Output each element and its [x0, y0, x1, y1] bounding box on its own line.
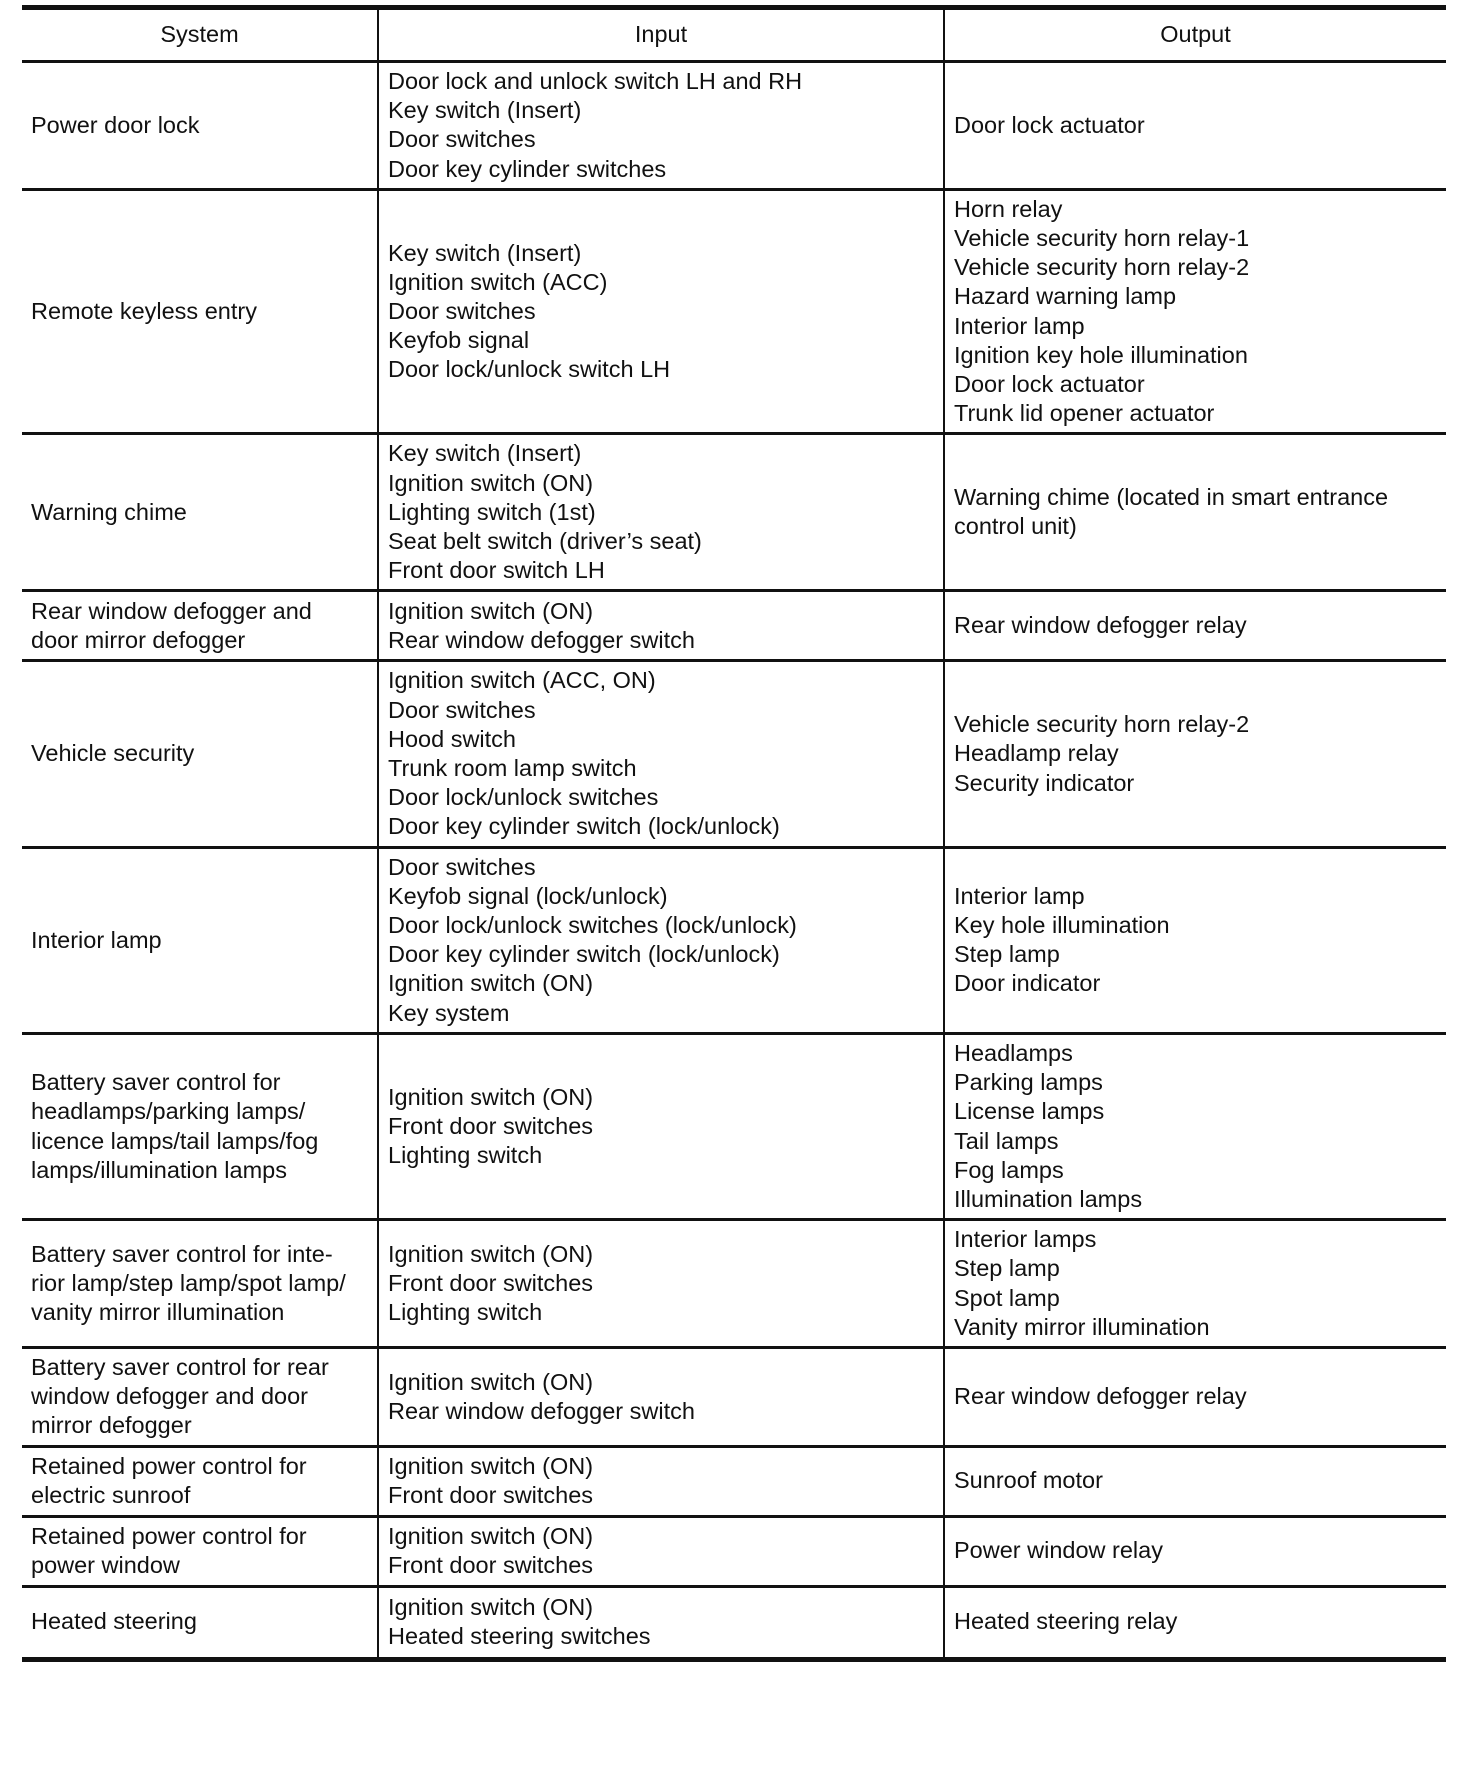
- output-line: Headlamps: [954, 1039, 1073, 1066]
- table-row: [22, 591, 1446, 661]
- output-line: Spot lamp: [954, 1284, 1060, 1311]
- input-cell: [378, 1516, 944, 1586]
- input-line: Door lock/unlock switches: [388, 784, 659, 811]
- input-cell: [378, 591, 944, 661]
- input-line: Ignition switch (ON): [388, 1083, 594, 1110]
- input-line: Front door switches: [388, 1269, 594, 1296]
- output-line: Ignition key hole illumination: [954, 341, 1248, 368]
- system-line: Remote keyless entry: [31, 298, 257, 325]
- input-line: Lighting switch: [388, 1142, 543, 1169]
- input-line: Front door switches: [388, 1112, 594, 1139]
- table-row: [22, 847, 1446, 1033]
- system-line: Power door lock: [31, 111, 200, 138]
- input-line: Key switch (Insert): [388, 239, 582, 266]
- system-line: Vehicle security: [31, 740, 195, 767]
- output-line: Horn relay: [954, 195, 1063, 222]
- system-line: mirror defogger: [31, 1412, 192, 1439]
- input-cell: [378, 62, 944, 190]
- input-line: Trunk room lamp switch: [388, 755, 637, 782]
- input-cell: [378, 1586, 944, 1659]
- input-line: Door key cylinder switches: [388, 155, 667, 182]
- table-row: [22, 1516, 1446, 1586]
- input-line: Ignition switch (ACC, ON): [388, 667, 656, 694]
- table-row: [22, 1220, 1446, 1348]
- input-cell: [378, 1220, 944, 1348]
- output-line: Key hole illumination: [954, 912, 1170, 939]
- input-line: Rear window defogger switch: [388, 626, 695, 653]
- output-line: Step lamp: [954, 1255, 1060, 1282]
- output-cell: [944, 189, 1446, 434]
- input-line: Door key cylinder switch (lock/unlock): [388, 813, 780, 840]
- output-line: Fog lamps: [954, 1156, 1064, 1183]
- input-line: Ignition switch (ON): [388, 970, 594, 997]
- output-cell: [944, 434, 1446, 591]
- output-line: Trunk lid opener actuator: [954, 400, 1215, 427]
- table-row: [22, 661, 1446, 847]
- input-cell: [378, 661, 944, 847]
- system-cell: [22, 1347, 378, 1446]
- output-line: Sunroof motor: [954, 1467, 1103, 1494]
- input-line: Door switches: [388, 696, 536, 723]
- input-line: Front door switches: [388, 1552, 594, 1579]
- input-line: Ignition switch (ON): [388, 597, 594, 624]
- system-line: lamps/illumination lamps: [31, 1156, 287, 1183]
- system-line: Retained power control for: [31, 1452, 307, 1479]
- system-cell: [22, 661, 378, 847]
- output-cell: [944, 1446, 1446, 1516]
- input-line: Door switches: [388, 126, 536, 153]
- input-line: Key switch (Insert): [388, 440, 582, 467]
- input-line: Rear window defogger switch: [388, 1397, 695, 1424]
- system-line: headlamps/parking lamps/: [31, 1098, 306, 1125]
- output-line: Rear window defogger relay: [954, 1383, 1247, 1410]
- system-cell: [22, 1586, 378, 1659]
- output-line: Tail lamps: [954, 1127, 1059, 1154]
- input-line: Seat belt switch (driver’s seat): [388, 528, 702, 555]
- output-cell: [944, 661, 1446, 847]
- system-line: Warning chime: [31, 498, 187, 525]
- system-line: rior lamp/step lamp/spot lamp/: [31, 1269, 346, 1296]
- system-cell: [22, 62, 378, 190]
- header-system: System: [22, 8, 378, 62]
- output-line: Step lamp: [954, 941, 1060, 968]
- output-line: Vehicle security horn relay-2: [954, 711, 1250, 738]
- input-line: Door switches: [388, 853, 536, 880]
- input-line: Ignition switch (ON): [388, 469, 594, 496]
- output-line: Vehicle security horn relay-2: [954, 254, 1250, 281]
- output-line: License lamps: [954, 1098, 1105, 1125]
- input-line: Key switch (Insert): [388, 97, 582, 124]
- input-cell: [378, 434, 944, 591]
- system-line: door mirror defogger: [31, 626, 246, 653]
- table-row: [22, 1586, 1446, 1659]
- input-line: Hood switch: [388, 725, 516, 752]
- input-cell: [378, 189, 944, 434]
- table-row: [22, 1446, 1446, 1516]
- output-cell: [944, 1033, 1446, 1219]
- output-line: Warning chime (located in smart entrance: [954, 484, 1389, 511]
- system-line: electric sunroof: [31, 1482, 191, 1509]
- system-cell: [22, 1516, 378, 1586]
- output-line: Parking lamps: [954, 1069, 1103, 1096]
- input-line: Lighting switch: [388, 1299, 543, 1326]
- table-row: [22, 1033, 1446, 1219]
- output-line: Door lock actuator: [954, 371, 1145, 398]
- input-line: Keyfob signal: [388, 327, 530, 354]
- system-cell: [22, 1446, 378, 1516]
- input-line: Lighting switch (1st): [388, 498, 596, 525]
- output-line: Interior lamp: [954, 312, 1085, 339]
- input-line: Front door switches: [388, 1482, 594, 1509]
- system-line: Heated steering: [31, 1608, 197, 1635]
- system-cell: [22, 847, 378, 1033]
- system-line: Interior lamp: [31, 926, 162, 953]
- input-line: Ignition switch (ON): [388, 1240, 594, 1267]
- output-line: Interior lamp: [954, 882, 1085, 909]
- output-line: Heated steering relay: [954, 1608, 1178, 1635]
- input-line: Key system: [388, 999, 510, 1026]
- output-line: Illumination lamps: [954, 1185, 1143, 1212]
- output-line: Rear window defogger relay: [954, 612, 1247, 639]
- output-line: Power window relay: [954, 1537, 1163, 1564]
- output-line: Door lock actuator: [954, 111, 1145, 138]
- system-line: window defogger and door: [31, 1383, 308, 1410]
- output-cell: [944, 591, 1446, 661]
- input-line: Ignition switch (ON): [388, 1593, 594, 1620]
- output-line: Vehicle security horn relay-1: [954, 225, 1250, 252]
- system-cell: [22, 591, 378, 661]
- output-cell: [944, 847, 1446, 1033]
- system-line: Battery saver control for: [31, 1069, 281, 1096]
- input-cell: [378, 847, 944, 1033]
- input-line: Door switches: [388, 298, 536, 325]
- output-cell: [944, 1586, 1446, 1659]
- input-line: Door key cylinder switch (lock/unlock): [388, 941, 780, 968]
- system-line: Battery saver control for rear: [31, 1353, 329, 1380]
- output-line: Headlamp relay: [954, 740, 1119, 767]
- output-line: Door indicator: [954, 970, 1101, 997]
- output-line: control unit): [954, 513, 1077, 540]
- system-cell: [22, 189, 378, 434]
- system-line: Battery saver control for inte-: [31, 1240, 333, 1267]
- output-cell: [944, 62, 1446, 190]
- output-line: Vanity mirror illumination: [954, 1313, 1210, 1340]
- header-output: Output: [944, 8, 1446, 62]
- output-line: Interior lamps: [954, 1226, 1097, 1253]
- system-line: vanity mirror illumination: [31, 1299, 285, 1326]
- table-row: [22, 189, 1446, 434]
- table-header-row: [22, 8, 1446, 62]
- input-line: Heated steering switches: [388, 1623, 651, 1650]
- table-row: [22, 62, 1446, 190]
- system-cell: [22, 1220, 378, 1348]
- input-line: Ignition switch (ON): [388, 1368, 594, 1395]
- system-line: power window: [31, 1552, 180, 1579]
- system-line: Rear window defogger and: [31, 597, 312, 624]
- output-line: Hazard warning lamp: [954, 283, 1177, 310]
- table-row: [22, 1347, 1446, 1446]
- input-line: Front door switch LH: [388, 557, 605, 584]
- output-cell: [944, 1516, 1446, 1586]
- input-line: Ignition switch (ON): [388, 1522, 594, 1549]
- input-line: Ignition switch (ON): [388, 1452, 594, 1479]
- input-line: Door lock/unlock switch LH: [388, 356, 671, 383]
- input-cell: [378, 1446, 944, 1516]
- input-cell: [378, 1033, 944, 1219]
- system-cell: [22, 434, 378, 591]
- system-line: licence lamps/tail lamps/fog: [31, 1127, 319, 1154]
- output-line: Security indicator: [954, 769, 1135, 796]
- input-line: Keyfob signal (lock/unlock): [388, 882, 668, 909]
- input-cell: [378, 1347, 944, 1446]
- input-line: Door lock and unlock switch LH and RH: [388, 68, 803, 94]
- system-line: Retained power control for: [31, 1522, 307, 1549]
- system-cell: [22, 1033, 378, 1219]
- input-line: Ignition switch (ACC): [388, 268, 608, 295]
- output-cell: [944, 1347, 1446, 1446]
- table-row: [22, 434, 1446, 591]
- input-line: Door lock/unlock switches (lock/unlock): [388, 912, 797, 939]
- output-cell: [944, 1220, 1446, 1348]
- system-io-table: [22, 5, 1446, 1662]
- header-input: Input: [378, 8, 944, 62]
